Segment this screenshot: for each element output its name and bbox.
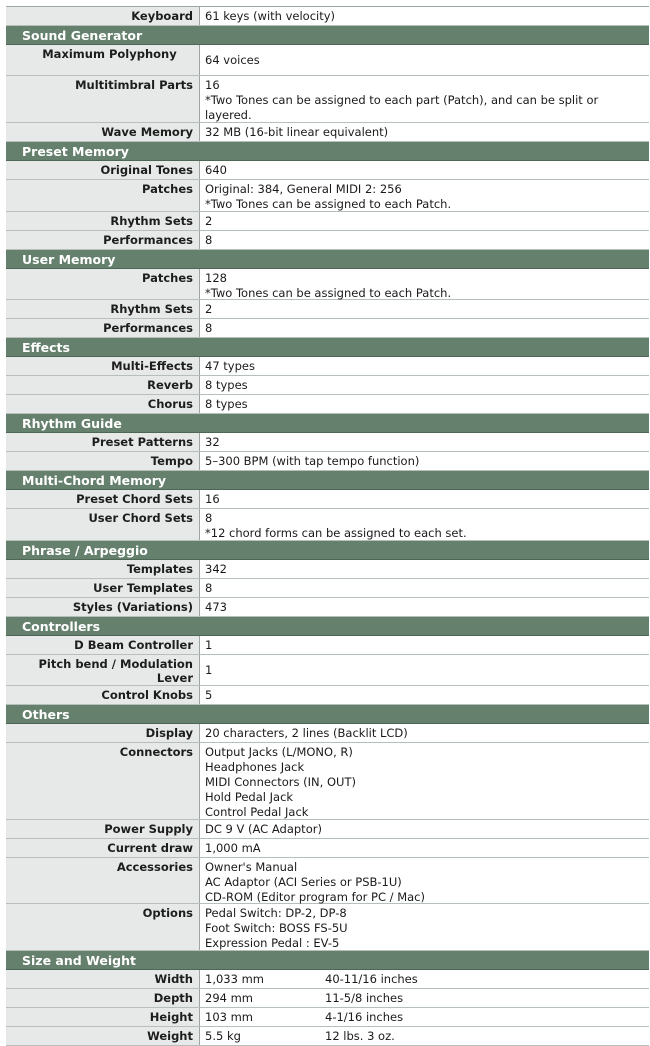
spec-table	[6, 6, 649, 1046]
spec-value: 5	[200, 686, 649, 704]
spec-row-depth	[6, 989, 649, 1008]
spec-value-line: Hold Pedal Jack	[205, 790, 294, 804]
spec-value	[200, 989, 649, 1007]
imperial-value: 12 lbs. 3 oz.	[325, 1029, 395, 1043]
spec-label: Control Knobs	[6, 686, 200, 704]
spec-value: 8	[200, 231, 649, 249]
spec-label: User Chord Sets	[6, 509, 200, 540]
spec-label: Patches	[6, 269, 200, 299]
spec-label	[6, 45, 200, 75]
spec-label: Depth	[6, 989, 200, 1007]
spec-label: Power Supply	[6, 820, 200, 838]
spec-value: 2	[200, 300, 649, 318]
spec-row-current-draw	[6, 839, 649, 858]
spec-row-weight	[6, 1027, 649, 1046]
section-header-effects: Effects	[6, 338, 649, 357]
spec-value	[200, 509, 649, 540]
spec-label: Preset Patterns	[6, 433, 200, 451]
section-header-multi-chord-memory: Multi-Chord Memory	[6, 471, 649, 490]
spec-value: 5–300 BPM (with tap tempo function)	[200, 452, 649, 470]
spec-label-line: Modulation Lever	[120, 657, 193, 685]
section-header-sound-generator: Sound Generator	[6, 26, 649, 45]
spec-label: D Beam Controller	[6, 636, 200, 654]
spec-row-accessories	[6, 858, 649, 904]
metric-value: 1,033 mm	[205, 972, 264, 986]
spec-row-multi-effects	[6, 357, 649, 376]
spec-row-max-polyphony	[6, 45, 649, 76]
spec-value: 32	[200, 433, 649, 451]
spec-label: User Templates	[6, 579, 200, 597]
spec-value: 20 characters, 2 lines (Backlit LCD)	[200, 724, 649, 742]
spec-row-original-tones	[6, 161, 649, 180]
spec-label: Height	[6, 1008, 200, 1026]
spec-row-user-templates	[6, 579, 649, 598]
spec-label-line: Maximum	[42, 47, 105, 61]
spec-label: Accessories	[6, 858, 200, 903]
spec-label: Preset Chord Sets	[6, 490, 200, 508]
spec-value-line: MIDI Connectors (IN, OUT)	[205, 775, 356, 789]
spec-value	[200, 743, 649, 819]
spec-value-line: Pedal Switch: DP-2, DP-8	[205, 906, 347, 920]
spec-row-user-patches	[6, 269, 649, 300]
spec-row-multitimbral	[6, 76, 649, 123]
spec-label: Display	[6, 724, 200, 742]
spec-value: 8 types	[200, 376, 649, 394]
spec-value: 1,000 mA	[200, 839, 649, 857]
spec-row-options	[6, 904, 649, 951]
spec-value: 640	[200, 161, 649, 179]
spec-value: 342	[200, 560, 649, 578]
spec-label: Multi-Effects	[6, 357, 200, 375]
spec-label-line: Polyphony	[108, 47, 177, 61]
spec-value	[200, 1008, 649, 1026]
spec-label: Performances	[6, 319, 200, 337]
spec-value-line: *12 chord forms can be assigned to each set.	[205, 526, 467, 540]
spec-label: Chorus	[6, 395, 200, 413]
section-header-rhythm-guide: Rhythm Guide	[6, 414, 649, 433]
spec-value: DC 9 V (AC Adaptor)	[200, 820, 649, 838]
spec-value	[200, 1027, 649, 1045]
spec-row-connectors	[6, 743, 649, 820]
spec-row-power-supply	[6, 820, 649, 839]
spec-value	[200, 180, 649, 211]
section-header-user-memory: User Memory	[6, 250, 649, 269]
imperial-value: 11-5/8 inches	[325, 991, 404, 1005]
spec-row-chorus	[6, 395, 649, 414]
spec-row-wave-memory	[6, 123, 649, 142]
spec-label: Performances	[6, 231, 200, 249]
spec-value: 32 MB (16-bit linear equivalent)	[200, 123, 649, 141]
spec-value	[200, 76, 649, 122]
spec-value-line: Headphones Jack	[205, 760, 305, 774]
spec-label: Wave Memory	[6, 123, 200, 141]
metric-value: 103 mm	[205, 1010, 254, 1024]
spec-row-pitch-bend	[6, 655, 649, 686]
spec-label: Width	[6, 970, 200, 988]
spec-label	[6, 655, 200, 685]
spec-label: Original Tones	[6, 161, 200, 179]
spec-row-templates	[6, 560, 649, 579]
section-header-others: Others	[6, 705, 649, 724]
spec-label: Templates	[6, 560, 200, 578]
spec-row-preset-patterns	[6, 433, 649, 452]
spec-row-user-chord-sets	[6, 509, 649, 541]
spec-value-line: layered.	[205, 108, 252, 122]
imperial-value: 40-11/16 inches	[325, 972, 418, 986]
spec-row-user-performances	[6, 319, 649, 338]
spec-label: Rhythm Sets	[6, 212, 200, 230]
spec-value-line: *Two Tones can be assigned to each Patch.	[205, 197, 452, 211]
spec-value: 8 types	[200, 395, 649, 413]
spec-row-keyboard	[6, 7, 649, 26]
spec-label: Patches	[6, 180, 200, 211]
spec-value: 64 voices	[200, 45, 649, 75]
spec-row-reverb	[6, 376, 649, 395]
section-header-phrase-arpeggio: Phrase / Arpeggio	[6, 541, 649, 560]
spec-label: Keyboard	[6, 7, 200, 25]
spec-row-d-beam	[6, 636, 649, 655]
spec-value-line: 128	[205, 271, 227, 285]
spec-row-tempo	[6, 452, 649, 471]
spec-label-line: Pitch bend /	[38, 657, 116, 671]
spec-value: 61 keys (with velocity)	[200, 7, 649, 25]
spec-row-preset-patches	[6, 180, 649, 212]
spec-value: 8	[200, 319, 649, 337]
spec-label: Weight	[6, 1027, 200, 1045]
spec-label: Styles (Variations)	[6, 598, 200, 616]
spec-row-preset-rhythm-sets	[6, 212, 649, 231]
spec-value: 16	[200, 490, 649, 508]
spec-value: 1	[200, 636, 649, 654]
spec-row-preset-chord-sets	[6, 490, 649, 509]
spec-value-line: *Two Tones can be assigned to each part (Patch), and can be split or	[205, 93, 599, 107]
spec-value: 473	[200, 598, 649, 616]
spec-label: Tempo	[6, 452, 200, 470]
spec-row-control-knobs	[6, 686, 649, 705]
spec-value	[200, 970, 649, 988]
metric-value: 294 mm	[205, 991, 254, 1005]
spec-label: Multitimbral Parts	[6, 76, 200, 122]
metric-value: 5.5 kg	[205, 1029, 241, 1043]
spec-value-line: 16	[205, 78, 220, 92]
spec-value-line: 8	[205, 511, 213, 525]
section-header-preset-memory: Preset Memory	[6, 142, 649, 161]
spec-value-line: Expression Pedal : EV-5	[205, 936, 340, 950]
spec-row-height	[6, 1008, 649, 1027]
spec-value-line: Control Pedal Jack	[205, 805, 309, 819]
spec-label: Rhythm Sets	[6, 300, 200, 318]
spec-row-width	[6, 970, 649, 989]
spec-label: Current draw	[6, 839, 200, 857]
spec-value	[200, 858, 649, 903]
spec-value-line: *Two Tones can be assigned to each Patch.	[205, 286, 452, 300]
section-header-controllers: Controllers	[6, 617, 649, 636]
spec-value: 47 types	[200, 357, 649, 375]
spec-value-line: Owner's Manual	[205, 860, 298, 874]
spec-value: 2	[200, 212, 649, 230]
spec-value-line: Original: 384, General MIDI 2: 256	[205, 182, 402, 196]
spec-label: Reverb	[6, 376, 200, 394]
spec-row-display	[6, 724, 649, 743]
spec-value-line: CD-ROM (Editor program for PC / Mac)	[205, 890, 425, 904]
spec-value: 1	[200, 655, 649, 685]
imperial-value: 4-1/16 inches	[325, 1010, 404, 1024]
spec-value-line: Output Jacks (L/MONO, R)	[205, 745, 353, 759]
spec-label: Options	[6, 904, 200, 950]
spec-row-user-rhythm-sets	[6, 300, 649, 319]
spec-row-preset-performances	[6, 231, 649, 250]
spec-label: Connectors	[6, 743, 200, 819]
spec-value	[200, 904, 649, 950]
spec-row-styles	[6, 598, 649, 617]
spec-value: 8	[200, 579, 649, 597]
spec-value-line: Foot Switch: BOSS FS-5U	[205, 921, 348, 935]
spec-value	[200, 269, 649, 299]
spec-value-line: AC Adaptor (ACI Series or PSB-1U)	[205, 875, 402, 889]
section-header-size-weight: Size and Weight	[6, 951, 649, 970]
